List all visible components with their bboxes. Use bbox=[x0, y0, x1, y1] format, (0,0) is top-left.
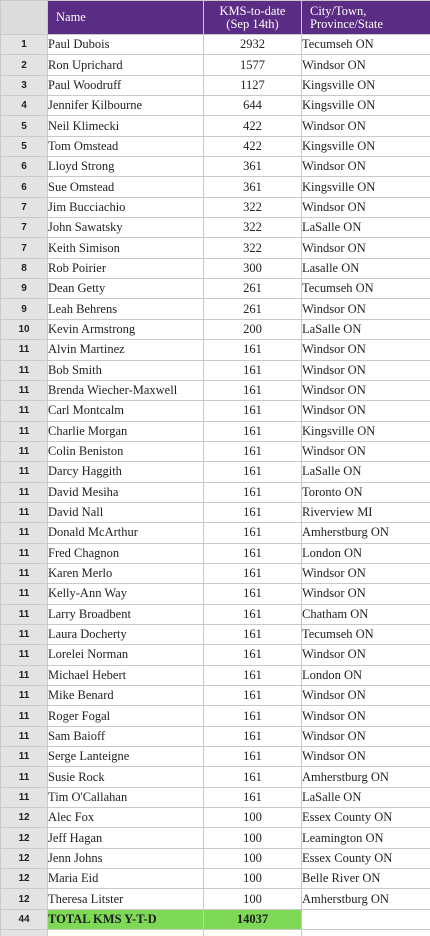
rank-cell: 11 bbox=[1, 767, 48, 787]
name-cell: Neil Klimecki bbox=[48, 116, 204, 136]
kms-cell: 100 bbox=[204, 828, 302, 848]
kms-cell: 322 bbox=[204, 197, 302, 217]
rank-cell: 7 bbox=[1, 218, 48, 238]
city-cell: Essex County ON bbox=[302, 848, 430, 868]
kms-cell: 161 bbox=[204, 584, 302, 604]
city-cell: Kingsville ON bbox=[302, 177, 430, 197]
rank-cell: 10 bbox=[1, 319, 48, 339]
name-cell: Tim O'Callahan bbox=[48, 787, 204, 807]
kms-cell: 161 bbox=[204, 421, 302, 441]
city-cell: Windsor ON bbox=[302, 116, 430, 136]
name-cell: Laura Docherty bbox=[48, 624, 204, 644]
rank-cell: 9 bbox=[1, 279, 48, 299]
name-cell: Darcy Haggith bbox=[48, 462, 204, 482]
kms-cell: 161 bbox=[204, 502, 302, 522]
filler-cell bbox=[204, 930, 302, 936]
rank-cell: 11 bbox=[1, 340, 48, 360]
city-column-header bbox=[302, 1, 430, 35]
name-cell: Brenda Wiecher-Maxwell bbox=[48, 380, 204, 400]
name-cell: Susie Rock bbox=[48, 767, 204, 787]
table-row bbox=[1, 645, 430, 665]
kms-cell: 2932 bbox=[204, 35, 302, 55]
table-row bbox=[1, 828, 430, 848]
kms-cell: 200 bbox=[204, 319, 302, 339]
city-cell: Kingsville ON bbox=[302, 96, 430, 116]
kms-cell: 161 bbox=[204, 523, 302, 543]
rank-cell: 5 bbox=[1, 116, 48, 136]
name-cell: Rob Poirier bbox=[48, 258, 204, 278]
city-cell: Leamington ON bbox=[302, 828, 430, 848]
table-row bbox=[1, 218, 430, 238]
city-cell: Tecumseh ON bbox=[302, 279, 430, 299]
city-cell: Windsor ON bbox=[302, 563, 430, 583]
table-row bbox=[1, 706, 430, 726]
name-cell: Roger Fogal bbox=[48, 706, 204, 726]
kms-cell: 261 bbox=[204, 299, 302, 319]
city-cell: Chatham ON bbox=[302, 604, 430, 624]
rank-cell: 6 bbox=[1, 177, 48, 197]
table-row bbox=[1, 96, 430, 116]
table-row bbox=[1, 624, 430, 644]
name-cell: Fred Chagnon bbox=[48, 543, 204, 563]
kms-cell: 261 bbox=[204, 279, 302, 299]
kms-cell: 161 bbox=[204, 787, 302, 807]
table-row bbox=[1, 808, 430, 828]
name-cell: Serge Lanteigne bbox=[48, 747, 204, 767]
kms-cell: 161 bbox=[204, 543, 302, 563]
city-cell: Amherstburg ON bbox=[302, 523, 430, 543]
total-row bbox=[1, 909, 430, 929]
rank-cell: 11 bbox=[1, 502, 48, 522]
city-cell: Windsor ON bbox=[302, 584, 430, 604]
rank-cell: 11 bbox=[1, 543, 48, 563]
name-cell: Sue Omstead bbox=[48, 177, 204, 197]
rank-cell: 11 bbox=[1, 645, 48, 665]
kms-cell: 161 bbox=[204, 645, 302, 665]
name-cell: Jenn Johns bbox=[48, 848, 204, 868]
kms-header-line1: KMS-to-date bbox=[219, 3, 286, 18]
rank-cell: 4 bbox=[1, 96, 48, 116]
name-cell: Jennifer Kilbourne bbox=[48, 96, 204, 116]
name-cell: Michael Hebert bbox=[48, 665, 204, 685]
city-cell: Tecumseh ON bbox=[302, 624, 430, 644]
rank-cell: 11 bbox=[1, 624, 48, 644]
filler-cell bbox=[1, 930, 48, 936]
city-cell: Windsor ON bbox=[302, 238, 430, 258]
table-body bbox=[1, 35, 430, 936]
table-row bbox=[1, 299, 430, 319]
table-row bbox=[1, 35, 430, 55]
table-row bbox=[1, 543, 430, 563]
city-cell: Riverview MI bbox=[302, 502, 430, 522]
kms-cell: 422 bbox=[204, 116, 302, 136]
table-row bbox=[1, 360, 430, 380]
name-cell: Jeff Hagan bbox=[48, 828, 204, 848]
city-cell: Windsor ON bbox=[302, 380, 430, 400]
table-row bbox=[1, 523, 430, 543]
city-cell: Amherstburg ON bbox=[302, 889, 430, 909]
rank-cell: 11 bbox=[1, 360, 48, 380]
city-cell: Windsor ON bbox=[302, 686, 430, 706]
kms-cell: 161 bbox=[204, 441, 302, 461]
city-cell: LaSalle ON bbox=[302, 462, 430, 482]
table-row bbox=[1, 177, 430, 197]
rank-cell: 7 bbox=[1, 238, 48, 258]
city-cell: Windsor ON bbox=[302, 340, 430, 360]
filler-cell bbox=[48, 930, 204, 936]
table-row bbox=[1, 197, 430, 217]
table-row bbox=[1, 238, 430, 258]
table-row bbox=[1, 340, 430, 360]
city-cell: Windsor ON bbox=[302, 299, 430, 319]
city-cell: Toronto ON bbox=[302, 482, 430, 502]
filler-row bbox=[1, 930, 430, 936]
kms-cell: 100 bbox=[204, 848, 302, 868]
city-cell: Windsor ON bbox=[302, 55, 430, 75]
rank-cell: 9 bbox=[1, 299, 48, 319]
name-cell: Tom Omstead bbox=[48, 136, 204, 156]
table-row bbox=[1, 380, 430, 400]
table-row bbox=[1, 279, 430, 299]
city-cell: Essex County ON bbox=[302, 808, 430, 828]
rank-cell: 11 bbox=[1, 584, 48, 604]
table-row bbox=[1, 421, 430, 441]
kms-cell: 100 bbox=[204, 808, 302, 828]
table-row bbox=[1, 116, 430, 136]
rank-cell: 2 bbox=[1, 55, 48, 75]
rank-column-header bbox=[1, 1, 48, 35]
rank-cell: 11 bbox=[1, 441, 48, 461]
kms-cell: 161 bbox=[204, 686, 302, 706]
kms-cell: 161 bbox=[204, 665, 302, 685]
name-cell: Colin Beniston bbox=[48, 441, 204, 461]
kms-cell: 161 bbox=[204, 380, 302, 400]
rank-cell: 12 bbox=[1, 869, 48, 889]
table-row bbox=[1, 604, 430, 624]
table-row bbox=[1, 136, 430, 156]
name-cell: Maria Eid bbox=[48, 869, 204, 889]
name-column-header: Name bbox=[48, 1, 204, 35]
rank-cell: 6 bbox=[1, 157, 48, 177]
table-row bbox=[1, 563, 430, 583]
table-row bbox=[1, 441, 430, 461]
kms-cell: 361 bbox=[204, 177, 302, 197]
name-cell: Jim Bucciachio bbox=[48, 197, 204, 217]
table-row bbox=[1, 502, 430, 522]
kms-cell: 322 bbox=[204, 218, 302, 238]
table-row bbox=[1, 462, 430, 482]
name-cell: David Nall bbox=[48, 502, 204, 522]
rank-cell: 11 bbox=[1, 706, 48, 726]
rank-cell: 3 bbox=[1, 75, 48, 95]
city-cell: Windsor ON bbox=[302, 747, 430, 767]
table-row bbox=[1, 869, 430, 889]
table-row bbox=[1, 747, 430, 767]
table-row bbox=[1, 75, 430, 95]
city-cell: Windsor ON bbox=[302, 197, 430, 217]
name-cell: Leah Behrens bbox=[48, 299, 204, 319]
total-count-cell: 44 bbox=[1, 909, 48, 929]
city-cell: Kingsville ON bbox=[302, 75, 430, 95]
name-cell: Bob Smith bbox=[48, 360, 204, 380]
name-cell: Alec Fox bbox=[48, 808, 204, 828]
rank-cell: 5 bbox=[1, 136, 48, 156]
name-cell: Larry Broadbent bbox=[48, 604, 204, 624]
city-cell: Amherstburg ON bbox=[302, 767, 430, 787]
city-cell: Windsor ON bbox=[302, 645, 430, 665]
city-cell: London ON bbox=[302, 665, 430, 685]
kms-cell: 161 bbox=[204, 360, 302, 380]
rank-cell: 12 bbox=[1, 808, 48, 828]
kms-column-header bbox=[204, 1, 302, 35]
name-cell: Dean Getty bbox=[48, 279, 204, 299]
rank-cell: 11 bbox=[1, 747, 48, 767]
city-cell: London ON bbox=[302, 543, 430, 563]
kms-cell: 161 bbox=[204, 706, 302, 726]
city-header-line2: Province/State bbox=[310, 16, 383, 31]
rank-cell: 11 bbox=[1, 726, 48, 746]
rank-cell: 11 bbox=[1, 462, 48, 482]
city-cell: Belle River ON bbox=[302, 869, 430, 889]
rank-cell: 11 bbox=[1, 563, 48, 583]
total-kms-cell: 14037 bbox=[204, 909, 302, 929]
name-cell: Theresa Litster bbox=[48, 889, 204, 909]
table-row bbox=[1, 787, 430, 807]
rank-cell: 1 bbox=[1, 35, 48, 55]
kms-cell: 161 bbox=[204, 401, 302, 421]
city-cell: Windsor ON bbox=[302, 157, 430, 177]
name-cell: Alvin Martinez bbox=[48, 340, 204, 360]
city-header-line1: City/Town, bbox=[310, 3, 367, 18]
name-cell: Donald McArthur bbox=[48, 523, 204, 543]
city-cell: Windsor ON bbox=[302, 706, 430, 726]
kms-cell: 161 bbox=[204, 624, 302, 644]
kms-header-line2: (Sep 14th) bbox=[226, 16, 279, 31]
kms-cell: 1577 bbox=[204, 55, 302, 75]
kms-cell: 100 bbox=[204, 869, 302, 889]
city-cell: Lasalle ON bbox=[302, 258, 430, 278]
name-cell: Sam Baioff bbox=[48, 726, 204, 746]
kms-cell: 161 bbox=[204, 726, 302, 746]
total-city-cell bbox=[302, 909, 430, 929]
city-cell: Windsor ON bbox=[302, 360, 430, 380]
rank-cell: 11 bbox=[1, 604, 48, 624]
table-row bbox=[1, 401, 430, 421]
name-cell: John Sawatsky bbox=[48, 218, 204, 238]
kms-cell: 1127 bbox=[204, 75, 302, 95]
table-row bbox=[1, 55, 430, 75]
table-row bbox=[1, 319, 430, 339]
kms-cell: 361 bbox=[204, 157, 302, 177]
rank-cell: 12 bbox=[1, 889, 48, 909]
name-cell: Kelly-Ann Way bbox=[48, 584, 204, 604]
table-row bbox=[1, 584, 430, 604]
city-cell: Windsor ON bbox=[302, 401, 430, 421]
table-row bbox=[1, 726, 430, 746]
table-row bbox=[1, 665, 430, 685]
name-cell: Ron Uprichard bbox=[48, 55, 204, 75]
name-cell: Carl Montcalm bbox=[48, 401, 204, 421]
city-cell: LaSalle ON bbox=[302, 218, 430, 238]
kms-cell: 644 bbox=[204, 96, 302, 116]
name-cell: Kevin Armstrong bbox=[48, 319, 204, 339]
kms-cell: 100 bbox=[204, 889, 302, 909]
rank-cell: 11 bbox=[1, 401, 48, 421]
name-cell: Paul Dubois bbox=[48, 35, 204, 55]
rank-cell: 12 bbox=[1, 848, 48, 868]
name-cell: Lloyd Strong bbox=[48, 157, 204, 177]
rank-cell: 11 bbox=[1, 482, 48, 502]
rank-cell: 11 bbox=[1, 787, 48, 807]
city-cell: Kingsville ON bbox=[302, 421, 430, 441]
filler-cell bbox=[302, 930, 430, 936]
kms-cell: 161 bbox=[204, 462, 302, 482]
rank-cell: 12 bbox=[1, 828, 48, 848]
header-row bbox=[1, 1, 430, 35]
table-row bbox=[1, 157, 430, 177]
table-row bbox=[1, 482, 430, 502]
table-row bbox=[1, 686, 430, 706]
rank-cell: 8 bbox=[1, 258, 48, 278]
name-cell: Charlie Morgan bbox=[48, 421, 204, 441]
city-cell: Tecumseh ON bbox=[302, 35, 430, 55]
table-row bbox=[1, 258, 430, 278]
rank-cell: 11 bbox=[1, 380, 48, 400]
name-cell: Paul Woodruff bbox=[48, 75, 204, 95]
city-cell: Kingsville ON bbox=[302, 136, 430, 156]
kms-cell: 300 bbox=[204, 258, 302, 278]
city-cell: LaSalle ON bbox=[302, 787, 430, 807]
kms-cell: 161 bbox=[204, 767, 302, 787]
rank-cell: 7 bbox=[1, 197, 48, 217]
rank-cell: 11 bbox=[1, 523, 48, 543]
kms-cell: 161 bbox=[204, 604, 302, 624]
name-cell: Mike Benard bbox=[48, 686, 204, 706]
rank-cell: 11 bbox=[1, 421, 48, 441]
rank-cell: 11 bbox=[1, 665, 48, 685]
kms-cell: 161 bbox=[204, 340, 302, 360]
kms-cell: 161 bbox=[204, 482, 302, 502]
rank-cell: 11 bbox=[1, 686, 48, 706]
table-row bbox=[1, 767, 430, 787]
name-cell: Keith Simison bbox=[48, 238, 204, 258]
kms-cell: 422 bbox=[204, 136, 302, 156]
total-label-cell: TOTAL KMS Y-T-D bbox=[48, 909, 204, 929]
city-cell: Windsor ON bbox=[302, 726, 430, 746]
kms-cell: 322 bbox=[204, 238, 302, 258]
table-row bbox=[1, 889, 430, 909]
name-cell: Lorelei Norman bbox=[48, 645, 204, 665]
kms-cell: 161 bbox=[204, 563, 302, 583]
city-cell: LaSalle ON bbox=[302, 319, 430, 339]
city-cell: Windsor ON bbox=[302, 441, 430, 461]
table-row bbox=[1, 848, 430, 868]
name-cell: Karen Merlo bbox=[48, 563, 204, 583]
kms-cell: 161 bbox=[204, 747, 302, 767]
name-cell: David Mesiha bbox=[48, 482, 204, 502]
